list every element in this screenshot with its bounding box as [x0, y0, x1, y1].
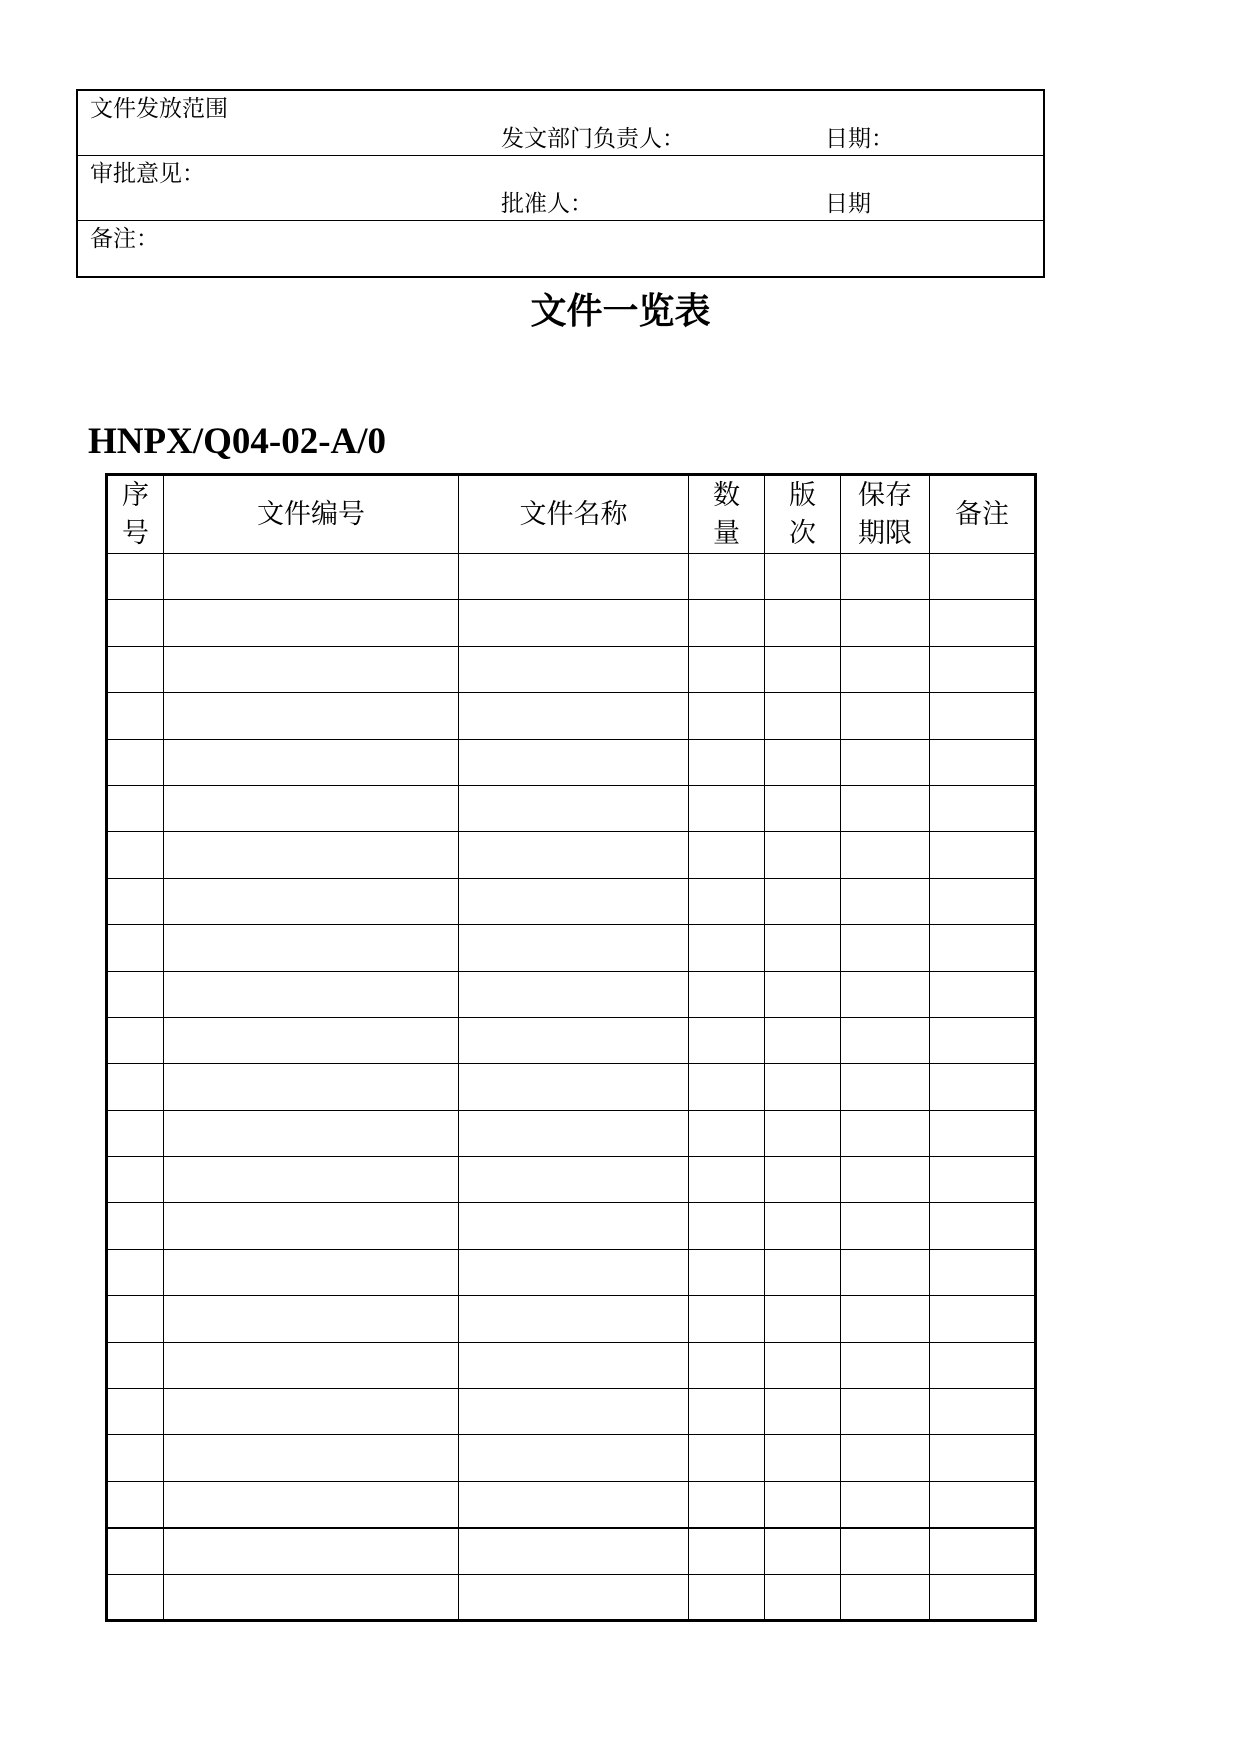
- table-cell-remarks[interactable]: [930, 832, 1036, 878]
- table-cell-file-name[interactable]: [459, 1249, 689, 1295]
- table-cell-edition[interactable]: [765, 1157, 841, 1203]
- table-cell-remarks[interactable]: [930, 600, 1036, 646]
- table-cell-edition[interactable]: [765, 1296, 841, 1342]
- table-cell-file-number[interactable]: [164, 1296, 459, 1342]
- table-cell-file-name[interactable]: [459, 878, 689, 924]
- table-cell-file-name[interactable]: [459, 554, 689, 600]
- table-cell-file-name[interactable]: [459, 925, 689, 971]
- table-row: [107, 785, 1036, 831]
- table-cell-retention-period[interactable]: [841, 554, 930, 600]
- table-cell-quantity[interactable]: [689, 1574, 765, 1620]
- table-cell-seq-no[interactable]: [107, 646, 164, 692]
- table-cell-quantity[interactable]: [689, 1296, 765, 1342]
- table-cell-file-name[interactable]: [459, 1389, 689, 1435]
- table-cell-file-name[interactable]: [459, 971, 689, 1017]
- table-row: [107, 1435, 1036, 1481]
- table-cell-retention-period[interactable]: [841, 785, 930, 831]
- dept-head-label: 发文部门负责人：: [501, 126, 685, 152]
- file-list-table: [105, 473, 1037, 1622]
- table-cell-file-name[interactable]: [459, 1574, 689, 1620]
- table-cell-retention-period[interactable]: [841, 1110, 930, 1156]
- table-cell-file-number[interactable]: [164, 1389, 459, 1435]
- table-cell-seq-no[interactable]: [107, 1435, 164, 1481]
- distribution-scope-row: [78, 91, 1043, 156]
- table-row: [107, 1296, 1036, 1342]
- table-cell-quantity[interactable]: [689, 1435, 765, 1481]
- table-cell-quantity[interactable]: [689, 1157, 765, 1203]
- table-row: [107, 646, 1036, 692]
- distribution-scope-label: 文件发放范围: [90, 96, 228, 122]
- approval-opinion-label: 审批意见：: [90, 161, 205, 187]
- table-cell-file-name[interactable]: [459, 1528, 689, 1574]
- table-cell-retention-period[interactable]: [841, 1481, 930, 1527]
- table-cell-quantity[interactable]: [689, 832, 765, 878]
- table-cell-retention-period[interactable]: [841, 1017, 930, 1063]
- table-cell-file-name[interactable]: [459, 1064, 689, 1110]
- table-cell-retention-period[interactable]: [841, 1389, 930, 1435]
- column-header-label: 号: [122, 517, 149, 549]
- table-cell-remarks[interactable]: [930, 878, 1036, 924]
- table-row: [107, 971, 1036, 1017]
- table-cell-file-number[interactable]: [164, 785, 459, 831]
- table-cell-retention-period[interactable]: [841, 1296, 930, 1342]
- column-header-remarks: [930, 475, 1036, 554]
- table-cell-remarks[interactable]: [930, 1296, 1036, 1342]
- table-cell-retention-period[interactable]: [841, 1528, 930, 1574]
- table-cell-seq-no[interactable]: [107, 832, 164, 878]
- table-cell-edition[interactable]: [765, 925, 841, 971]
- table-cell-retention-period[interactable]: [841, 1203, 930, 1249]
- table-cell-edition[interactable]: [765, 1110, 841, 1156]
- table-cell-file-number[interactable]: [164, 1435, 459, 1481]
- table-cell-retention-period[interactable]: [841, 1064, 930, 1110]
- table-cell-seq-no[interactable]: [107, 1389, 164, 1435]
- document-code: HNPX/Q04-02-A/0: [88, 421, 387, 462]
- table-cell-file-number[interactable]: [164, 1574, 459, 1620]
- table-row: [107, 1528, 1036, 1574]
- document-title: 文件一览表: [530, 291, 711, 332]
- table-row: [107, 554, 1036, 600]
- table-row: [107, 1389, 1036, 1435]
- table-row: [107, 925, 1036, 971]
- table-cell-remarks[interactable]: [930, 1389, 1036, 1435]
- table-cell-seq-no[interactable]: [107, 739, 164, 785]
- table-cell-file-number[interactable]: [164, 1342, 459, 1388]
- table-cell-file-number[interactable]: [164, 971, 459, 1017]
- table-cell-remarks[interactable]: [930, 1017, 1036, 1063]
- table-cell-quantity[interactable]: [689, 1017, 765, 1063]
- table-cell-file-name[interactable]: [459, 1435, 689, 1481]
- table-cell-file-number[interactable]: [164, 693, 459, 739]
- column-header-label: 备注: [955, 498, 1009, 530]
- table-cell-remarks[interactable]: [930, 1528, 1036, 1574]
- column-header-label: 量: [713, 517, 740, 549]
- table-cell-seq-no[interactable]: [107, 1574, 164, 1620]
- table-cell-edition[interactable]: [765, 1064, 841, 1110]
- table-cell-edition[interactable]: [765, 1249, 841, 1295]
- table-cell-file-name[interactable]: [459, 1296, 689, 1342]
- table-cell-quantity[interactable]: [689, 693, 765, 739]
- table-cell-retention-period[interactable]: [841, 1157, 930, 1203]
- table-cell-seq-no[interactable]: [107, 693, 164, 739]
- table-cell-retention-period[interactable]: [841, 693, 930, 739]
- table-cell-edition[interactable]: [765, 1574, 841, 1620]
- table-cell-retention-period[interactable]: [841, 1574, 930, 1620]
- table-row: [107, 1203, 1036, 1249]
- table-cell-quantity[interactable]: [689, 739, 765, 785]
- approval-opinion-row: [78, 156, 1043, 221]
- table-cell-file-name[interactable]: [459, 1203, 689, 1249]
- table-row: [107, 739, 1036, 785]
- column-header-label: 次: [789, 517, 816, 549]
- column-header-label: 期限: [858, 517, 912, 549]
- table-cell-remarks[interactable]: [930, 1574, 1036, 1620]
- table-cell-file-name[interactable]: [459, 1481, 689, 1527]
- table-cell-file-name[interactable]: [459, 600, 689, 646]
- table-cell-file-number[interactable]: [164, 1157, 459, 1203]
- column-header-retention-period: [841, 475, 930, 554]
- table-cell-file-number[interactable]: [164, 554, 459, 600]
- table-cell-quantity[interactable]: [689, 1064, 765, 1110]
- table-cell-file-number[interactable]: [164, 739, 459, 785]
- table-cell-seq-no[interactable]: [107, 1342, 164, 1388]
- table-cell-file-name[interactable]: [459, 1157, 689, 1203]
- table-cell-remarks[interactable]: [930, 693, 1036, 739]
- table-cell-file-number[interactable]: [164, 925, 459, 971]
- column-header-edition: [765, 475, 841, 554]
- table-cell-retention-period[interactable]: [841, 739, 930, 785]
- column-header-label: 序: [122, 479, 149, 511]
- approval-date-label: 日期: [825, 191, 871, 217]
- table-cell-edition[interactable]: [765, 1342, 841, 1388]
- table-cell-file-name[interactable]: [459, 646, 689, 692]
- column-header-seq-no: [107, 475, 164, 554]
- table-cell-file-number[interactable]: [164, 1203, 459, 1249]
- table-cell-quantity[interactable]: [689, 1528, 765, 1574]
- table-cell-seq-no[interactable]: [107, 1017, 164, 1063]
- table-row: [107, 600, 1036, 646]
- table-cell-seq-no[interactable]: [107, 1481, 164, 1527]
- approver-label: 批准人：: [501, 191, 593, 217]
- table-cell-edition[interactable]: [765, 600, 841, 646]
- table-cell-seq-no[interactable]: [107, 878, 164, 924]
- table-cell-edition[interactable]: [765, 785, 841, 831]
- table-cell-seq-no[interactable]: [107, 1528, 164, 1574]
- table-cell-remarks[interactable]: [930, 971, 1036, 1017]
- table-row: [107, 1249, 1036, 1295]
- table-cell-file-name[interactable]: [459, 832, 689, 878]
- table-cell-seq-no[interactable]: [107, 1203, 164, 1249]
- table-cell-edition[interactable]: [765, 1435, 841, 1481]
- remarks-label: 备注：: [90, 226, 159, 252]
- table-cell-file-name[interactable]: [459, 1017, 689, 1063]
- table-cell-remarks[interactable]: [930, 785, 1036, 831]
- table-cell-remarks[interactable]: [930, 925, 1036, 971]
- table-cell-file-number[interactable]: [164, 1249, 459, 1295]
- approval-box: [76, 89, 1045, 278]
- table-cell-retention-period[interactable]: [841, 1435, 930, 1481]
- table-cell-quantity[interactable]: [689, 925, 765, 971]
- table-cell-file-number[interactable]: [164, 878, 459, 924]
- table-cell-remarks[interactable]: [930, 1203, 1036, 1249]
- table-cell-seq-no[interactable]: [107, 785, 164, 831]
- column-header-file-name: [459, 475, 689, 554]
- column-header-label: 数: [713, 479, 740, 511]
- table-cell-file-name[interactable]: [459, 785, 689, 831]
- table-cell-seq-no[interactable]: [107, 1110, 164, 1156]
- table-cell-seq-no[interactable]: [107, 1296, 164, 1342]
- table-row: [107, 1481, 1036, 1527]
- table-cell-remarks[interactable]: [930, 554, 1036, 600]
- table-row: [107, 693, 1036, 739]
- table-cell-file-number[interactable]: [164, 600, 459, 646]
- table-cell-seq-no[interactable]: [107, 925, 164, 971]
- column-header-file-number: [164, 475, 459, 554]
- table-cell-retention-period[interactable]: [841, 878, 930, 924]
- table-cell-remarks[interactable]: [930, 1435, 1036, 1481]
- table-cell-quantity[interactable]: [689, 878, 765, 924]
- table-cell-remarks[interactable]: [930, 1110, 1036, 1156]
- table-cell-retention-period[interactable]: [841, 925, 930, 971]
- table-row: [107, 1157, 1036, 1203]
- table-cell-file-name[interactable]: [459, 1110, 689, 1156]
- table-cell-file-number[interactable]: [164, 1481, 459, 1527]
- table-cell-edition[interactable]: [765, 554, 841, 600]
- table-cell-retention-period[interactable]: [841, 971, 930, 1017]
- table-cell-quantity[interactable]: [689, 554, 765, 600]
- table-cell-retention-period[interactable]: [841, 832, 930, 878]
- table-cell-file-name[interactable]: [459, 1342, 689, 1388]
- column-header-label: 保存: [858, 479, 912, 511]
- table-cell-seq-no[interactable]: [107, 600, 164, 646]
- table-cell-quantity[interactable]: [689, 1249, 765, 1295]
- table-cell-retention-period[interactable]: [841, 646, 930, 692]
- table-cell-edition[interactable]: [765, 646, 841, 692]
- column-header-label: 版: [789, 479, 816, 511]
- table-row: [107, 878, 1036, 924]
- table-cell-quantity[interactable]: [689, 1342, 765, 1388]
- table-cell-edition[interactable]: [765, 971, 841, 1017]
- table-cell-edition[interactable]: [765, 832, 841, 878]
- table-row: [107, 1342, 1036, 1388]
- table-cell-remarks[interactable]: [930, 1249, 1036, 1295]
- table-cell-file-number[interactable]: [164, 1064, 459, 1110]
- table-header-row: [107, 475, 1036, 554]
- table-row: [107, 1017, 1036, 1063]
- table-row: [107, 1064, 1036, 1110]
- table-cell-retention-period[interactable]: [841, 1342, 930, 1388]
- table-cell-file-number[interactable]: [164, 1017, 459, 1063]
- table-cell-quantity[interactable]: [689, 1481, 765, 1527]
- table-cell-file-name[interactable]: [459, 693, 689, 739]
- table-cell-quantity[interactable]: [689, 785, 765, 831]
- table-cell-quantity[interactable]: [689, 1389, 765, 1435]
- table-cell-remarks[interactable]: [930, 646, 1036, 692]
- table-cell-file-number[interactable]: [164, 1110, 459, 1156]
- table-cell-retention-period[interactable]: [841, 1249, 930, 1295]
- table-row: [107, 832, 1036, 878]
- table-cell-remarks[interactable]: [930, 1481, 1036, 1527]
- table-cell-edition[interactable]: [765, 1528, 841, 1574]
- table-cell-seq-no[interactable]: [107, 1157, 164, 1203]
- table-cell-remarks[interactable]: [930, 1342, 1036, 1388]
- table-row: [107, 1110, 1036, 1156]
- table-cell-seq-no[interactable]: [107, 1064, 164, 1110]
- table-cell-edition[interactable]: [765, 1481, 841, 1527]
- column-header-label: 文件编号: [257, 498, 365, 530]
- column-header-label: 文件名称: [519, 498, 628, 530]
- table-cell-quantity[interactable]: [689, 971, 765, 1017]
- date-label: 日期：: [825, 126, 894, 152]
- remarks-row: [78, 221, 1043, 276]
- table-cell-remarks[interactable]: [930, 1064, 1036, 1110]
- table-cell-remarks[interactable]: [930, 739, 1036, 785]
- table-cell-quantity[interactable]: [689, 1203, 765, 1249]
- column-header-quantity: [689, 475, 765, 554]
- table-cell-edition[interactable]: [765, 878, 841, 924]
- table-cell-seq-no[interactable]: [107, 554, 164, 600]
- table-cell-remarks[interactable]: [930, 1157, 1036, 1203]
- table-cell-quantity[interactable]: [689, 600, 765, 646]
- table-cell-edition[interactable]: [765, 1017, 841, 1063]
- table-cell-retention-period[interactable]: [841, 600, 930, 646]
- table-cell-seq-no[interactable]: [107, 971, 164, 1017]
- table-cell-quantity[interactable]: [689, 1110, 765, 1156]
- table-cell-file-number[interactable]: [164, 1528, 459, 1574]
- table-cell-quantity[interactable]: [689, 646, 765, 692]
- table-cell-seq-no[interactable]: [107, 1249, 164, 1295]
- table-cell-file-number[interactable]: [164, 832, 459, 878]
- table-cell-edition[interactable]: [765, 693, 841, 739]
- table-cell-edition[interactable]: [765, 1203, 841, 1249]
- table-cell-file-name[interactable]: [459, 739, 689, 785]
- table-cell-file-number[interactable]: [164, 646, 459, 692]
- table-cell-edition[interactable]: [765, 1389, 841, 1435]
- table-cell-edition[interactable]: [765, 739, 841, 785]
- table-row: [107, 1574, 1036, 1620]
- table-body: [107, 554, 1036, 1621]
